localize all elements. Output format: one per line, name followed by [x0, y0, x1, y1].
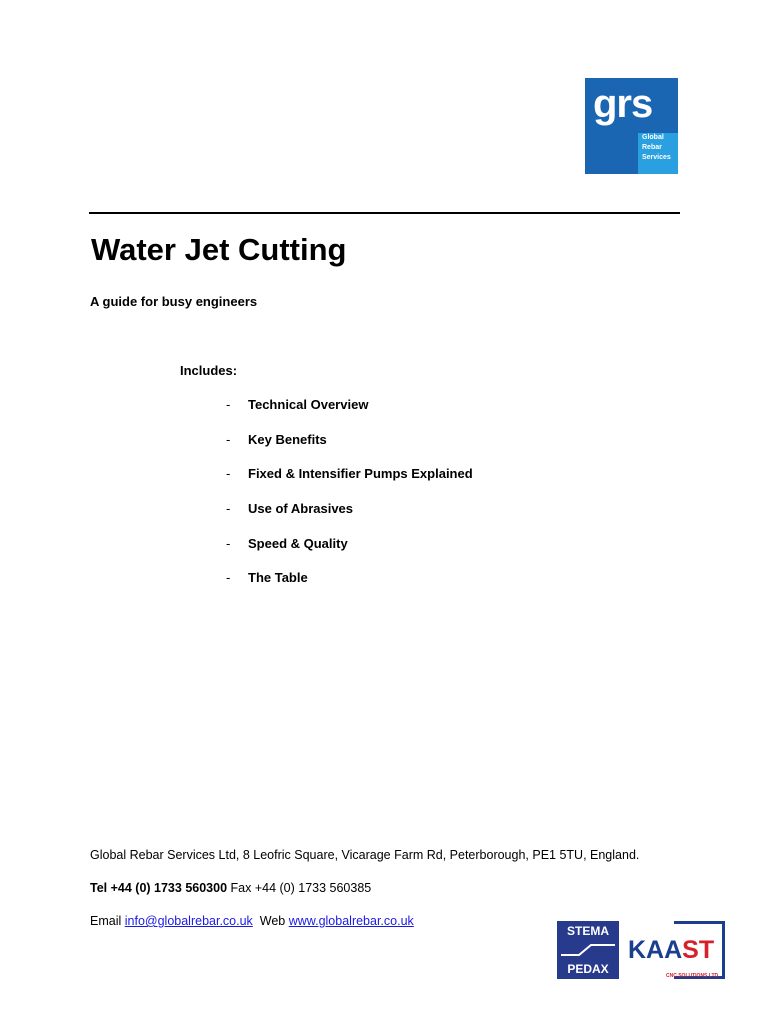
- footer-fax: Fax +44 (0) 1733 560385: [230, 881, 372, 895]
- list-item: [226, 431, 327, 449]
- document-subtitle: A guide for busy engineers: [90, 294, 258, 309]
- list-dash: -: [226, 466, 231, 481]
- list-item: [226, 396, 368, 414]
- list-dash: -: [226, 536, 231, 551]
- footer-contact: [90, 912, 414, 930]
- list-item-label: Technical Overview: [248, 397, 369, 412]
- grs-tagline-line: Services: [642, 154, 671, 161]
- list-dash: -: [226, 397, 231, 412]
- list-dash: -: [226, 432, 231, 447]
- web-label: Web: [259, 914, 286, 928]
- stema-pedax-logo: [557, 921, 619, 979]
- list-item-label: Fixed & Intensifier Pumps Explained: [248, 466, 473, 481]
- stema-swoosh-icon: [561, 941, 615, 959]
- grs-logo-tagline: [638, 133, 678, 174]
- includes-heading: Includes:: [180, 363, 238, 378]
- list-item-label: Speed & Quality: [248, 536, 348, 551]
- list-item: [226, 465, 473, 483]
- website-link[interactable]: www.globalrebar.co.uk: [288, 914, 414, 928]
- list-dash: -: [226, 501, 231, 516]
- pedax-logo-text: PEDAX: [567, 962, 609, 976]
- list-item-label: Key Benefits: [248, 432, 327, 447]
- grs-tagline-line: Rebar: [642, 144, 662, 151]
- email-link[interactable]: info@globalrebar.co.uk: [124, 914, 253, 928]
- list-item: [226, 569, 308, 587]
- kaast-text-blue: KAA: [628, 936, 683, 964]
- grs-logo: [585, 78, 678, 174]
- stema-logo-text: STEMA: [567, 924, 609, 938]
- footer-tel: Tel +44 (0) 1733 560300: [90, 881, 228, 895]
- list-item-label: The Table: [248, 570, 308, 585]
- list-item: [226, 500, 353, 518]
- list-dash: -: [226, 570, 231, 585]
- list-item: [226, 535, 348, 553]
- email-label: Email: [90, 914, 122, 928]
- list-item-label: Use of Abrasives: [248, 501, 354, 516]
- kaast-logo: [626, 918, 730, 984]
- kaast-subtitle: CNC SOLUTIONS LTD.: [666, 973, 720, 979]
- kaast-logo-text: [628, 936, 714, 964]
- grs-logo-text: grs: [593, 82, 653, 126]
- kaast-text-red: ST: [682, 936, 715, 964]
- footer-address: Global Rebar Services Ltd, 8 Leofric Square, Vicarage Farm Rd, Peterborough, PE1 5TU, England.: [90, 848, 640, 862]
- header-divider: [89, 212, 680, 214]
- document-title: Water Jet Cutting: [91, 232, 347, 267]
- grs-tagline-line: Global: [642, 134, 664, 141]
- footer-phone: [90, 879, 371, 897]
